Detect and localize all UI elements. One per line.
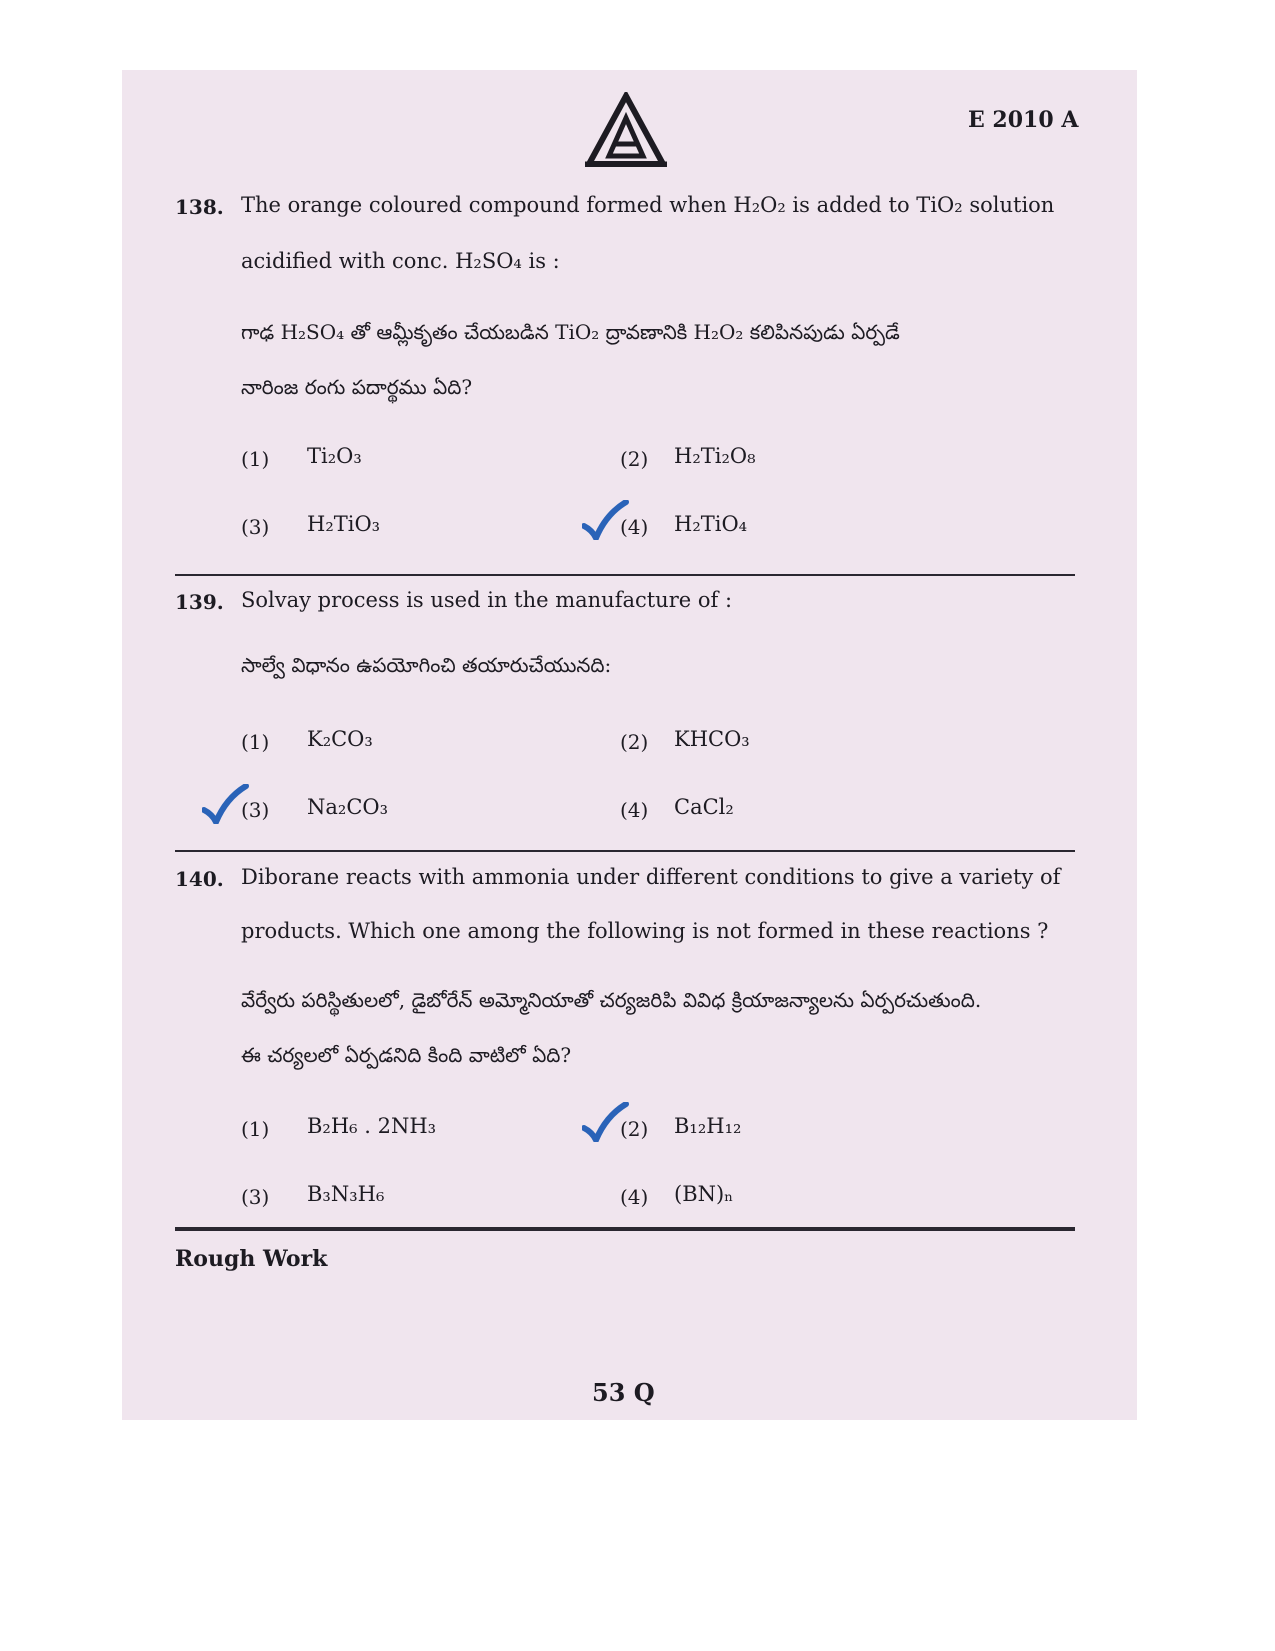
question-text <box>241 246 560 276</box>
paper-code: E 2010 A <box>968 107 1079 133</box>
option-text: B₂H₆ . 2NH₃ <box>307 1114 437 1138</box>
page-number: 53 Q <box>592 1378 655 1407</box>
telugu-text-line: వేర్వేరు పరిస్థితులలో, డైబోరేన్ అమ్మోనియాతో చర్యజరిపి వివిధ క్రియాజన్యాలను ఏర్పరచుతుంది. <box>241 988 982 1012</box>
option-text: K₂CO₃ <box>307 727 373 751</box>
question-number: 138. <box>175 195 224 219</box>
option-number: (2) <box>620 447 649 471</box>
option-text: Na₂CO₃ <box>307 795 389 819</box>
option-text: (BN)ₙ <box>674 1182 734 1206</box>
option-text: B₃N₃H₆ <box>307 1182 385 1206</box>
option-number: (1) <box>241 447 270 471</box>
question-number: 139. <box>175 590 224 614</box>
option-number: (3) <box>241 798 270 822</box>
question-text-line: Diborane reacts with ammonia under different conditions to give a variety of <box>241 865 1061 889</box>
option-text: B₁₂H₁₂ <box>674 1114 742 1138</box>
option-number: (4) <box>620 1185 649 1209</box>
option-number: (2) <box>620 1117 649 1141</box>
question-text <box>241 585 732 615</box>
option-text: H₂Ti₂O₈ <box>674 444 756 468</box>
option-text: H₂TiO₃ <box>307 512 381 536</box>
question-text-line: acidified with conc. H₂SO₄ is : <box>241 249 560 273</box>
rough-work-label: Rough Work <box>175 1246 328 1272</box>
question-number: 140. <box>175 867 224 891</box>
option-text: Ti₂O₃ <box>307 444 362 468</box>
option-text: KHCO₃ <box>674 727 750 751</box>
divider <box>175 574 1075 576</box>
question-text <box>241 190 1054 220</box>
option-number: (3) <box>241 515 270 539</box>
question-text-line: Solvay process is used in the manufacture of : <box>241 588 733 612</box>
question-text-line: The orange coloured compound formed when H₂O₂ is added to TiO₂ solution <box>241 193 1055 217</box>
option-number: (4) <box>620 798 649 822</box>
option-number: (2) <box>620 730 649 754</box>
divider <box>175 850 1075 852</box>
question-text <box>241 916 1048 946</box>
question-text <box>241 862 1060 892</box>
divider-thick <box>175 1227 1075 1231</box>
telugu-text-line: సాల్వే విధానం ఉపయోగించి తయారుచేయునది: <box>241 653 612 677</box>
option-number: (4) <box>620 515 649 539</box>
telugu-text-line: నారింజ రంగు పదార్థము ఏది? <box>241 375 473 399</box>
option-number: (1) <box>241 730 270 754</box>
option-text: CaCl₂ <box>674 795 734 819</box>
option-number: (1) <box>241 1117 270 1141</box>
question-text-line: products. Which one among the following is not formed in these reactions ? <box>241 919 1049 943</box>
option-number: (3) <box>241 1185 270 1209</box>
telugu-text-line: గాఢ H₂SO₄ తో ఆమ్లీకృతం చేయబడిన TiO₂ ద్రావణానికి H₂O₂ కలిపినపుడు ఏర్పడే <box>241 320 900 344</box>
telugu-text-line: ఈ చర్యలలో ఏర్పడనిది కింది వాటిలో ఏది? <box>241 1043 572 1067</box>
letter-a-logo <box>585 92 667 168</box>
option-text: H₂TiO₄ <box>674 512 748 536</box>
